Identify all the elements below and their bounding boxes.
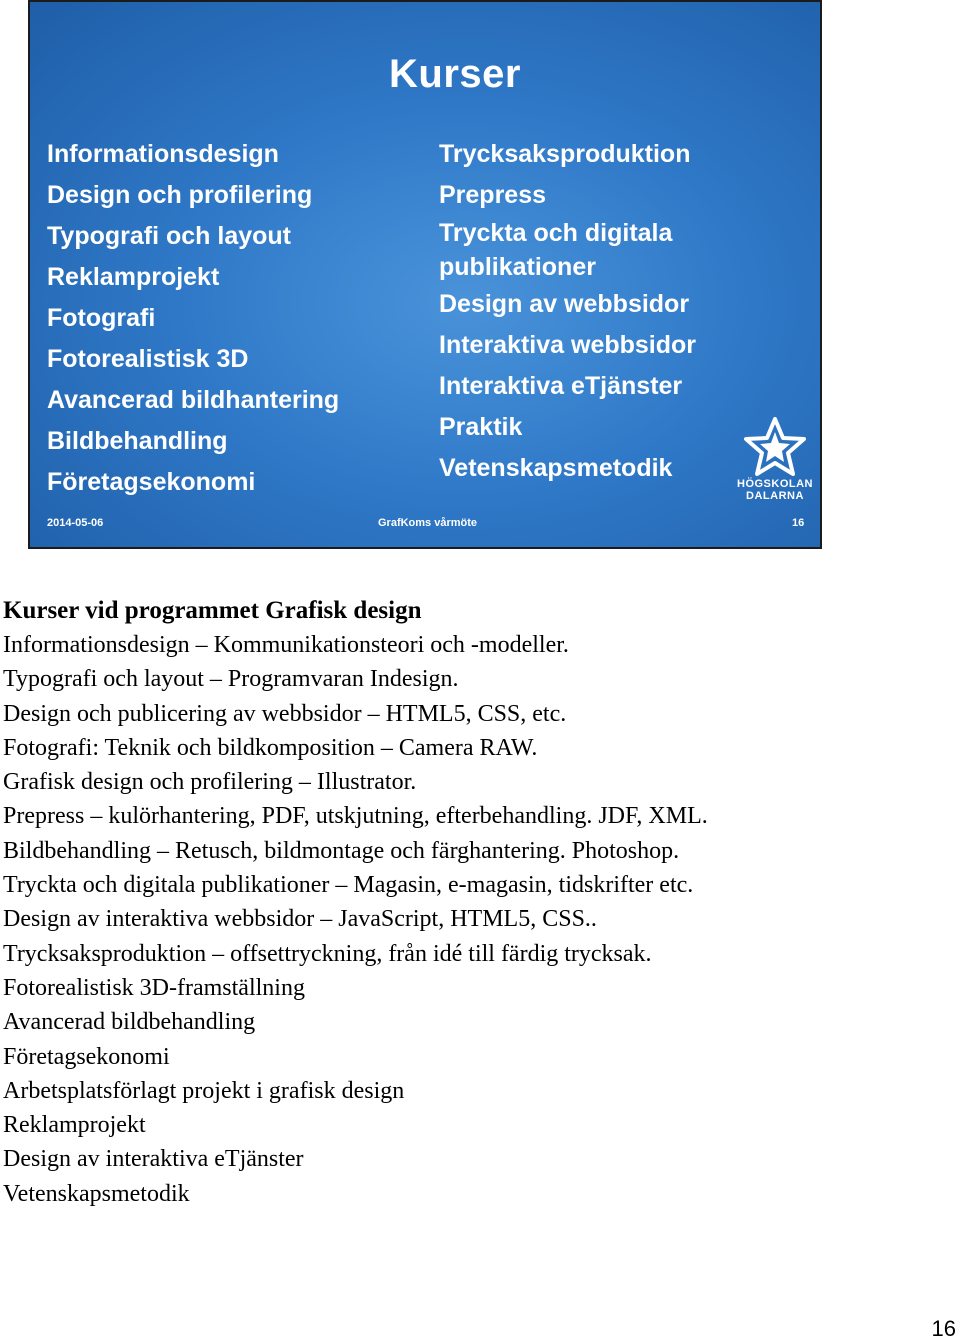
note-line: Informationsdesign – Kommunikationsteori och -modeller. xyxy=(3,632,569,658)
slide-title: Kurser xyxy=(389,52,521,96)
slide-course-item: Typografi och layout xyxy=(47,222,291,250)
note-line: Grafisk design och profilering – Illustrator. xyxy=(3,769,417,796)
slide-course-item-continued: publikationer xyxy=(439,253,596,281)
note-line: Design av interaktiva webbsidor – JavaScript, HTML5, CSS.. xyxy=(3,906,597,933)
slide-course-item: Interaktiva webbsidor xyxy=(439,331,697,359)
slide-course-item: Informationsdesign xyxy=(47,140,279,168)
slide-course-item: Bildbehandling xyxy=(47,427,228,455)
note-line: Typografi och layout – Programvaran Indesign. xyxy=(3,666,459,693)
logo-text-line2: DALARNA xyxy=(746,490,804,502)
slide-course-item: Praktik xyxy=(439,413,523,441)
presentation-slide xyxy=(28,0,822,549)
page-number: 16 xyxy=(931,1316,956,1341)
note-line: Avancerad bildbehandling xyxy=(3,1009,256,1036)
logo-text-line1: HÖGSKOLAN xyxy=(737,478,813,490)
slide-course-item: Design och profilering xyxy=(47,181,313,209)
hogskolan-dalarna-logo xyxy=(730,416,820,502)
slide-right-column xyxy=(439,134,696,489)
slide-course-item: Interaktiva eTjänster xyxy=(439,372,683,400)
note-line: Tryckta och digitala publikationer – Magasin, e-magasin, tidskrifter etc. xyxy=(3,872,694,899)
note-line: Bildbehandling – Retusch, bildmontage och färghantering. Photoshop. xyxy=(3,837,680,864)
note-line: Trycksaksproduktion – offsettryckning, från idé till färdig trycksak. xyxy=(3,940,652,967)
speaker-notes xyxy=(3,594,708,1211)
slide-footer-date: 2014-05-06 xyxy=(47,517,104,529)
note-line: Fotografi: Teknik och bildkomposition – Camera RAW. xyxy=(3,734,538,761)
slide-course-item: Vetenskapsmetodik xyxy=(439,454,673,482)
notes-title: Kurser vid programmet Grafisk design xyxy=(3,597,422,624)
slide-course-item: Reklamprojekt xyxy=(47,263,220,291)
slide-course-item: Prepress xyxy=(439,181,547,209)
slide-left-column xyxy=(47,134,339,503)
slide-course-item: Trycksaksproduktion xyxy=(439,140,691,168)
slide-course-item: Tryckta och digitala xyxy=(439,219,673,247)
slide-course-item: Företagsekonomi xyxy=(47,468,256,496)
slide-course-item: Design av webbsidor xyxy=(439,290,690,318)
slide-course-item: Fotografi xyxy=(47,304,156,332)
note-line: Arbetsplatsförlagt projekt i grafisk design xyxy=(3,1077,405,1104)
slide-footer-event: GrafKoms vårmöte xyxy=(378,517,478,529)
note-line: Företagsekonomi xyxy=(3,1043,170,1070)
star-logo-icon xyxy=(740,416,810,478)
note-line: Reklamprojekt xyxy=(3,1112,146,1139)
note-line: Design av interaktiva eTjänster xyxy=(3,1146,304,1173)
slide-course-item: Fotorealistisk 3D xyxy=(47,345,249,373)
note-line: Fotorealistisk 3D-framställning xyxy=(3,974,305,1001)
note-line: Design och publicering av webbsidor – HTML5, CSS, etc. xyxy=(3,700,567,727)
slide-footer-page-number: 16 xyxy=(792,517,805,529)
note-line: Vetenskapsmetodik xyxy=(3,1180,190,1207)
slide-course-item: Avancerad bildhantering xyxy=(47,386,340,414)
note-line: Prepress – kulörhantering, PDF, utskjutning, efterbehandling. JDF, XML. xyxy=(3,803,708,830)
